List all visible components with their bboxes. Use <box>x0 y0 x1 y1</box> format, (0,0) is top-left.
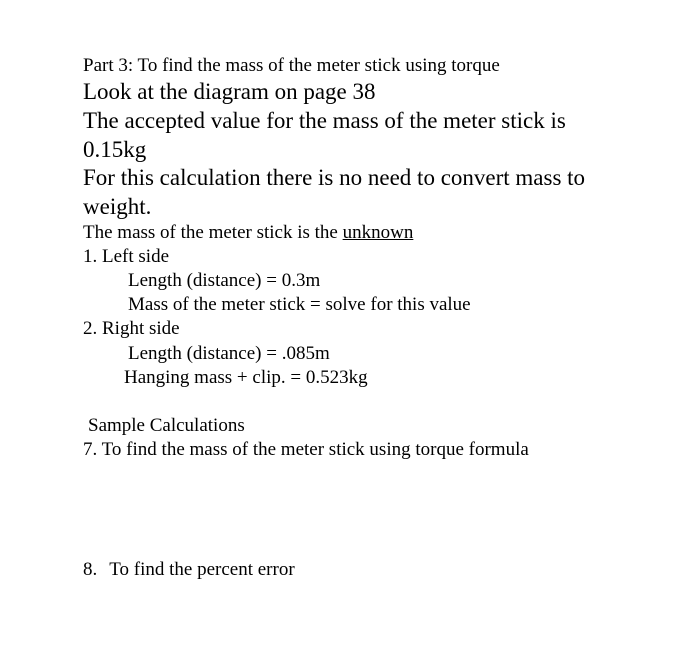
unknown-emphasis: unknown <box>342 222 414 243</box>
step-8-number: 8. <box>83 559 98 580</box>
sample-calculations-heading: Sample Calculations <box>88 415 245 436</box>
accepted-value-number: 0.15kg <box>83 137 147 162</box>
step-8-text: To find the percent error <box>109 559 295 580</box>
accepted-value-text: The accepted value for the mass of the meter stick is <box>83 108 566 133</box>
diagram-reference: Look at the diagram on page 38 <box>83 79 376 104</box>
conversion-note-continued: weight. <box>83 194 152 219</box>
right-side-length: Length (distance) = .085m <box>128 343 330 364</box>
left-side-mass: Mass of the meter stick = solve for this value <box>128 294 471 315</box>
right-side-heading <box>83 318 180 340</box>
step-8-percent-error <box>83 559 295 581</box>
right-side-label: Right side <box>102 318 180 339</box>
right-side-hanging-mass: Hanging mass + clip. = 0.523kg <box>124 367 368 388</box>
conversion-note: For this calculation there is no need to convert mass to <box>83 165 586 190</box>
part-heading: Part 3: To find the mass of the meter stick using torque <box>83 55 500 76</box>
step-7-torque-formula: 7. To find the mass of the meter stick using torque formula <box>83 439 529 460</box>
unknown-statement-prefix: The mass of the meter stick is the <box>83 222 343 243</box>
unknown-statement <box>83 222 413 244</box>
left-side-length: Length (distance) = 0.3m <box>128 270 321 291</box>
left-side-number: 1. <box>83 246 98 267</box>
left-side-label: Left side <box>102 246 170 267</box>
left-side-heading <box>83 246 169 268</box>
right-side-number: 2. <box>83 318 98 339</box>
